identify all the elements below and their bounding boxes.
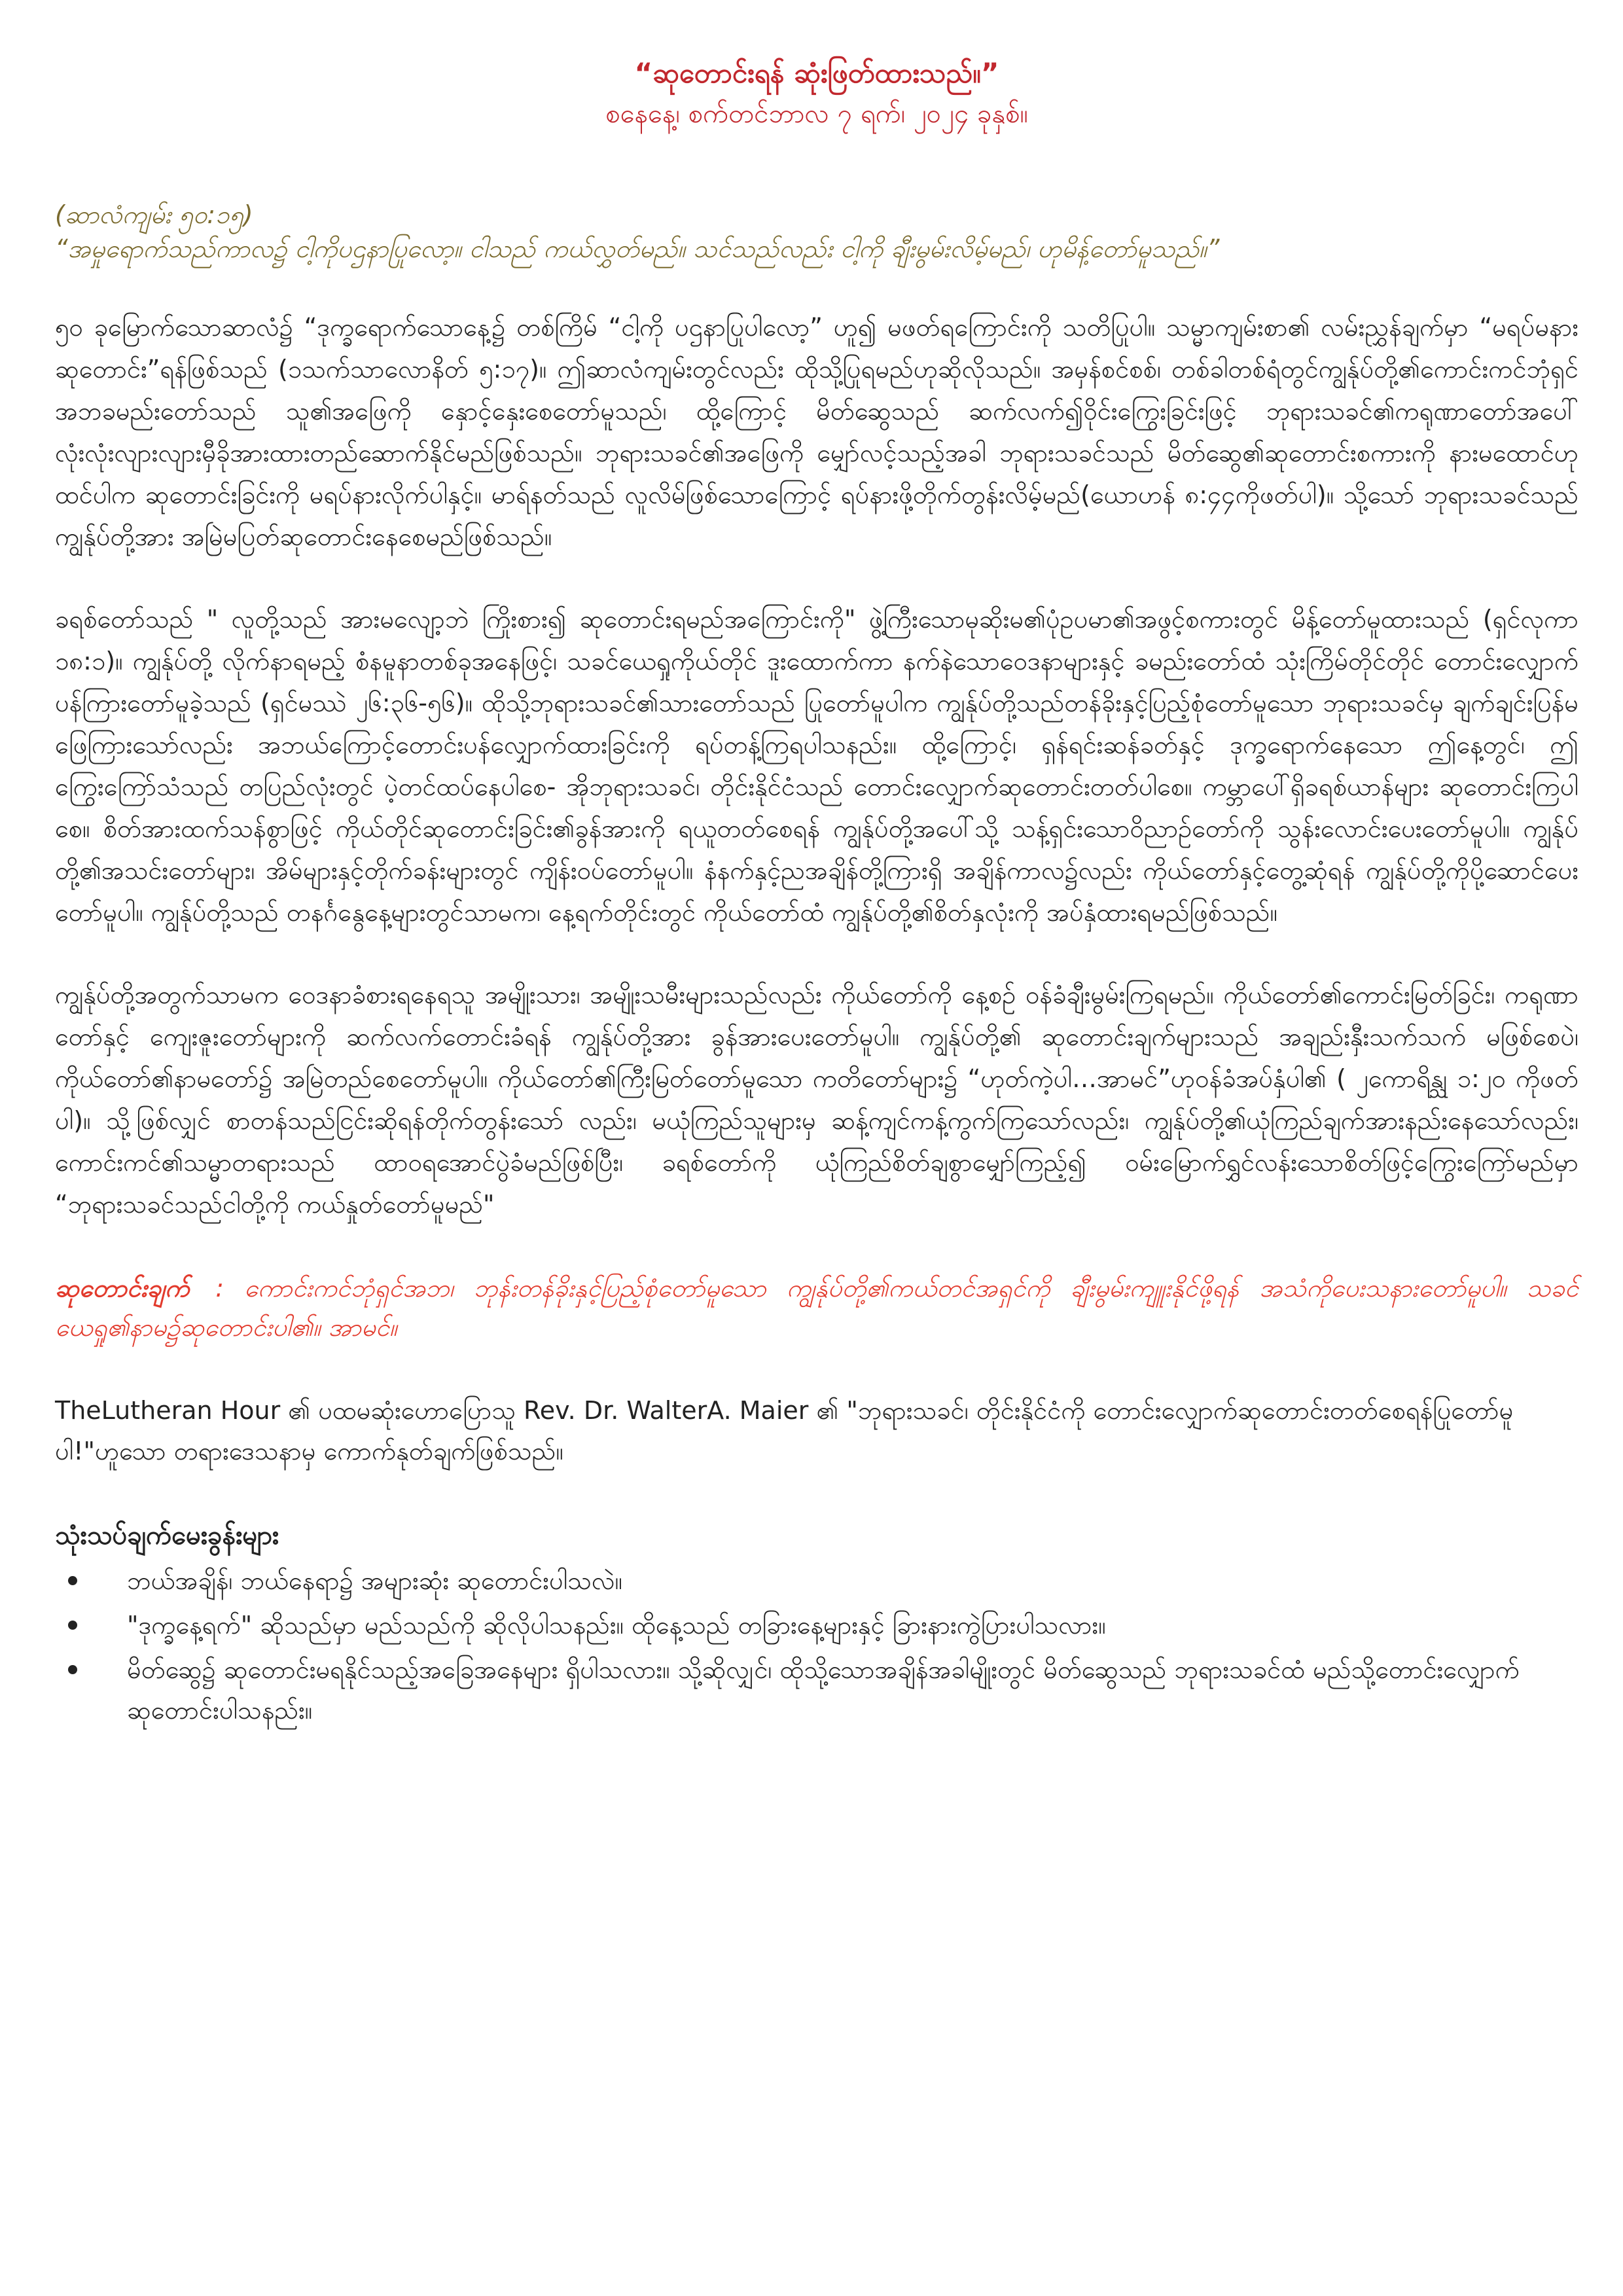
scripture-reference: (ဆာလံကျမ်း ၅၀:၁၅) xyxy=(55,200,253,229)
question-item xyxy=(127,1649,1578,1731)
source-credit: TheLutheran Hour ၏ ပထမဆုံးဟောပြောသူ Rev. Dr. WalterA. Maier ၏ "ဘုရားသခင်၊ တိုင်းနိုင်ငံကို တောင်းလျှောက်ဆုတောင်းတတ်စေရန်ပြုတော်မူပါ!"ဟူသော တရားဒေသနာမှ ကောက်နုတ်ချက်ဖြစ်သည်။ xyxy=(55,1396,1514,1465)
bullet-icon xyxy=(68,1576,77,1585)
question-item xyxy=(127,1560,1578,1601)
bullet-icon xyxy=(68,1665,77,1674)
body-paragraph-2: ခရစ်တော်သည် " လူတို့သည် အားမလျော့ဘဲ ကြိုးစား၍ ဆုတောင်းရမည်အကြောင်းကို" ဖွဲ့ကြီးသောမုဆိုးမ၏ပုံဥပမာ၏အဖွင့်စကားတွင် မိန့်တော်မူထားသည် (ရှင်လုကာ ၁၈:၁)။ ကျွန်ုပ်တို့ လိုက်နာရမည့် စံနမူနာတစ်ခုအနေဖြင့်၊ သခင်ယေရှုကိုယ်တိုင် ဒူးထောက်ကာ နက်နဲသောဝေဒနာများနှင့် ခမည်းတော်ထံ သုံးကြိမ်တိုင်တိုင် တောင်းလျှောက်ပန်ကြားတော်မူခဲ့သည် (ရှင်မဿဲ ၂၆:၃၆-၅၆)။ ထိုသို့ဘုရားသခင်၏သားတော်သည် ပြုတော်မူပါက ကျွန်ုပ်တို့သည်တန်ခိုးနှင့်ပြည့်စုံတော်မူသော ဘုရားသခင်မှ ချက်ချင်းပြန်မဖြေကြားသော်လည်း အဘယ်ကြောင့်တောင်းပန်လျှောက်ထားခြင်းကို ရပ်တန့်ကြရပါသနည်း။ ထို့ကြောင့်၊ ရှန်ရင်းဆန်ခတ်နှင့် ဒုက္ခရောက်နေသော ဤနေ့တွင်၊ ဤကြွေးကြော်သံသည် တပြည်လုံးတွင် ပဲ့တင်ထပ်နေပါစေ- အိုဘုရားသခင်၊ တိုင်းနိုင်ငံသည် တောင်းလျှောက်ဆုတောင်းတတ်ပါစေ။ ကမ္ဘာပေါ်ရှိခရစ်ယာန်များ ဆုတောင်းကြပါစေ။ စိတ်အားထက်သန်စွာဖြင့် ကိုယ်တိုင်ဆုတောင်းခြင်း၏ခွန်အားကို ရယူတတ်စေရန် ကျွန်ုပ်တို့အပေါ်သို့ သန့်ရှင်းသောဝိညာဉ်တော်ကို သွန်းလောင်းပေးတော်မူပါ။ ကျွန်ုပ်တို့၏အသင်းတော်များ၊ အိမ်များနှင့်တိုက်ခန်းများတွင် ကျိန်းဝပ်တော်မူပါ။ နံနက်နှင့်ညအချိန်တို့ကြားရှိ အချိန်ကာလ၌လည်း ကိုယ်တော်နှင့်တွေ့ဆုံရန် ကျွန်ုပ်တို့ကိုပို့ဆောင်ပေးတော်မူပါ။ ကျွန်ုပ်တို့သည် တနင်္ဂနွေနေ့များတွင်သာမက၊ နေ့ရက်တိုင်းတွင် ကိုယ်တော်ထံ ကျွန်ုပ်တို့၏စိတ်နှလုံးကို အပ်နှံထားရမည်ဖြစ်သည်။ xyxy=(55,605,1578,927)
prayer-separator: : xyxy=(215,1274,224,1302)
devotional-page xyxy=(55,55,1578,1734)
body-paragraph-1: ၅၀ ခုမြောက်သောဆာလံ၌ “ဒုက္ခရောက်သောနေ့၌ တစ်ကြိမ် “ငါ့ကို ပဌနာပြုပါလော့” ဟူ၍ မဖတ်ရကြောင်းကို သတိပြုပါ။ သမ္မာကျမ်းစာ၏ လမ်းညွှန်ချက်မှာ “မရပ်မနားဆုတောင်း”ရန်ဖြစ်သည် (၁သက်သာလောနိတ် ၅:၁၇)။ ဤဆာလံကျမ်းတွင်လည်း ထိုသို့ပြုရမည်ဟုဆိုလိုသည်။ အမှန်စင်စစ်၊ တစ်ခါတစ်ရံတွင်ကျွန်ုပ်တို့၏ကောင်းကင်ဘုံရှင်အဘခမည်းတော်သည် သူ၏အဖြေကို နှောင့်နှေးစေတော်မူသည်၊ ထို့ကြောင့် မိတ်ဆွေသည် ဆက်လက်၍ဝိုင်းကြွေးခြင်းဖြင့် ဘုရားသခင်၏ကရုဏာတော်အပေါ် လုံးလုံးလျားလျားမှီခိုအားထားတည်ဆောက်နိုင်မည်ဖြစ်သည်။ ဘုရားသခင်၏အဖြေကို မျှော်လင့်သည့်အခါ ဘုရားသခင်သည် မိတ်ဆွေ၏ဆုတောင်းစကားကို နားမထောင်ဟုထင်ပါက ဆုတောင်းခြင်းကို မရပ်နားလိုက်ပါနှင့်။ မာရ်နတ်သည် လူလိမ်ဖြစ်သောကြောင့် ရပ်နားဖို့တိုက်တွန်းလိမ့်မည်(ယောဟန် ၈:၄၄ကိုဖတ်ပါ)။ သို့သော် ဘုရားသခင်သည် ကျွန်ုပ်တို့အား အမြဲမပြတ်ဆုတောင်းနေစေမည်ဖြစ်သည်။ xyxy=(55,313,1578,551)
scripture-block xyxy=(55,198,1578,266)
bullet-icon xyxy=(68,1621,77,1630)
reflection-questions xyxy=(55,1560,1578,1731)
question-text: မိတ်ဆွေ၌ ဆုတောင်းမရနိုင်သည့်အခြေအနေများ ရှိပါသလား။ သို့ဆိုလျှင်၊ ထိုသို့သောအချိန်အခါမျိုးတွင် မိတ်ဆွေသည် ဘုရားသခင်ထံ မည်သို့တောင်းလျှောက်ဆုတောင်းပါသနည်း။ xyxy=(127,1655,1520,1725)
question-text: "ဒုက္ခနေ့ရက်" ဆိုသည်မှာ မည်သည်ကို ဆိုလိုပါသနည်း။ ထိုနေ့သည် တခြားနေ့များနှင့် ခြားနားကွဲပြားပါသလား။ xyxy=(127,1611,1106,1640)
page-title: “ဆုတောင်းရန် ဆုံးဖြတ်ထားသည်။” xyxy=(634,57,999,89)
prayer-text: ကောင်းကင်ဘုံရှင်အဘ၊ ဘုန်းတန်ခိုးနှင့်ပြည့်စုံတော်မူသော ကျွန်ုပ်တို့၏ကယ်တင်အရှင်ကို ချီးမွမ်းကျူးနိုင်ဖို့ရန် အသံကိုပေးသနားတော်မူပါ။ သခင်ယေရှု၏နာမ၌ဆုတောင်းပါ၏။ အာမင်။ xyxy=(55,1274,1578,1342)
scripture-quote: “အမှုရောက်သည်ကာလ၌ ငါ့ကိုပဌနာပြုလော့။ ငါသည် ကယ်လွှတ်မည်။ သင်သည်လည်း ငါ့ကို ချီးမွမ်းလိမ့်မည်၊ ဟုမိန့်တော်မူသည်။” xyxy=(55,234,1220,263)
question-text: ဘယ်အချိန်၊ ဘယ်နေရာ၌ အများဆုံး ဆုတောင်းပါသလဲ။ xyxy=(127,1566,623,1595)
body-paragraph-3: ကျွန်ုပ်တို့အတွက်သာမက ဝေဒနာခံစားရနေရသူ အမျိုးသား၊ အမျိုးသမီးများသည်လည်း ကိုယ်တော်ကို နေ့စဉ် ဝန်ခံချီးမွမ်းကြရမည်။ ကိုယ်တော်၏ကောင်းမြတ်ခြင်း၊ ကရုဏာတော်နှင့် ကျေးဇူးတော်များကို ဆက်လက်တောင်းခံရန် ကျွန်ုပ်တို့အား ခွန်အားပေးတော်မူပါ။ ကျွန်ုပ်တို့၏ ဆုတောင်းချက်များသည် အချည်းနှီးသက်သက် မဖြစ်စေပဲ၊ ကိုယ်တော်၏နာမတော်၌ အမြဲတည်စေတော်မူပါ။ ကိုယ်တော်၏ကြီးမြတ်တော်မူသော ကတိတော်များ၌ “ဟုတ်ကဲ့ပါ…အာမင်”ဟုဝန်ခံအပ်နှံပါ၏ ( ၂ကောရိန္သု ၁:၂၀ ကိုဖတ်ပါ)။ သို့ဖြစ်လျှင် စာတန်သည်ငြင်းဆိုရန်တိုက်တွန်းသော် လည်း၊ မယုံကြည်သူများမှ ဆန့်ကျင်ကန့်ကွက်ကြသော်လည်း၊ ကျွန်ုပ်တို့၏ယုံကြည်ချက်အားနည်းနေသော်လည်း၊ ကောင်းကင်၏သမ္မာတရားသည် ထာဝရအောင်ပွဲခံမည်ဖြစ်ပြီး၊ ခရစ်တော်ကို ယုံကြည်စိတ်ချစွာမျှော်ကြည့်၍ ဝမ်းမြောက်ရွှင်လန်းသောစိတ်ဖြင့်ကြွေးကြော်မည်မှာ “ဘုရားသခင်သည်ငါတို့ကို ကယ်နှုတ်တော်မူမည်" xyxy=(55,980,1578,1219)
prayer-label: ဆုတောင်းချက် xyxy=(55,1274,190,1302)
date-line: စနေနေ့၊ စက်တင်ဘာလ ၇ ရက်၊ ၂၀၂၄ ခုနှစ်။ xyxy=(605,99,1028,129)
prayer-block xyxy=(55,1268,1578,1347)
reflection-title: သုံးသပ်ချက်မေးခွန်းများ xyxy=(55,1520,279,1551)
question-item xyxy=(127,1605,1578,1645)
